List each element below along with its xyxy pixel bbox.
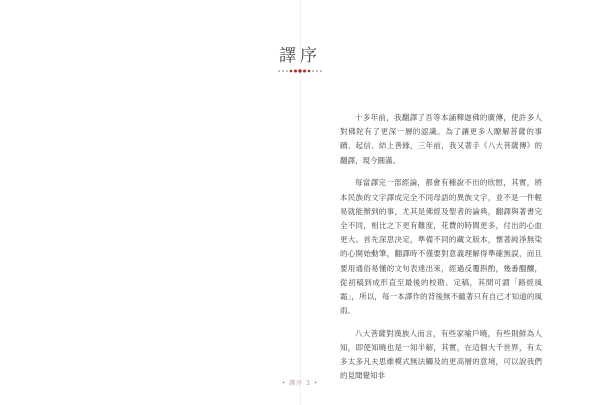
page-title: 譯序 xyxy=(279,46,321,66)
page-footer: • 譯序 3 • xyxy=(281,380,319,387)
paragraph-1: 十多年前，我翻譯了吾等本誦釋迦佛的廣傳，使許多人對佛陀有了更深一層的認識。為了讓更多人瞭解菩薩的事蹟、起信、結上善緣，三年前，我又著手《八大菩薩傳》的翻譯，現今圓滿。 xyxy=(340,113,542,165)
title-ornament xyxy=(276,68,324,74)
paragraph-2: 每當譯完一部經論，都會有種說不出的欣慰，其實，將本民族的文字譯成完全不同母語的異族文字，並不是一件輕易就能辦到的事，尤其是佛經及聖者的論典，翻譯與著書完全不同，相比之下更有難度，花費的時間更多，付出的心血更大。首先深思決定，準備不同的藏文版本，懷著純淨無染的心開始動筆，翻譯時不僅要對意義理解得準確無誤，而且要用通俗易懂的文句表達出來，經過反覆斟酌，幾番醞釀，從初稿到成形直至最後的校勘、定稿，其間可謂「路經風霜」，所以，每一本譯作的背後無不蘊著只有自己才知道的風雨。 xyxy=(340,178,542,316)
preface-body xyxy=(340,111,542,392)
paragraph-3: 八大菩薩對漢族人而言，有些家喻戶曉，有些則鮮為人知，即使知曉也是一知半解，其實，在這個大千世界，有太多太多凡夫思維模式無法觸及的更高層的意境，可以說我們的見聞覺知非 xyxy=(340,328,542,381)
